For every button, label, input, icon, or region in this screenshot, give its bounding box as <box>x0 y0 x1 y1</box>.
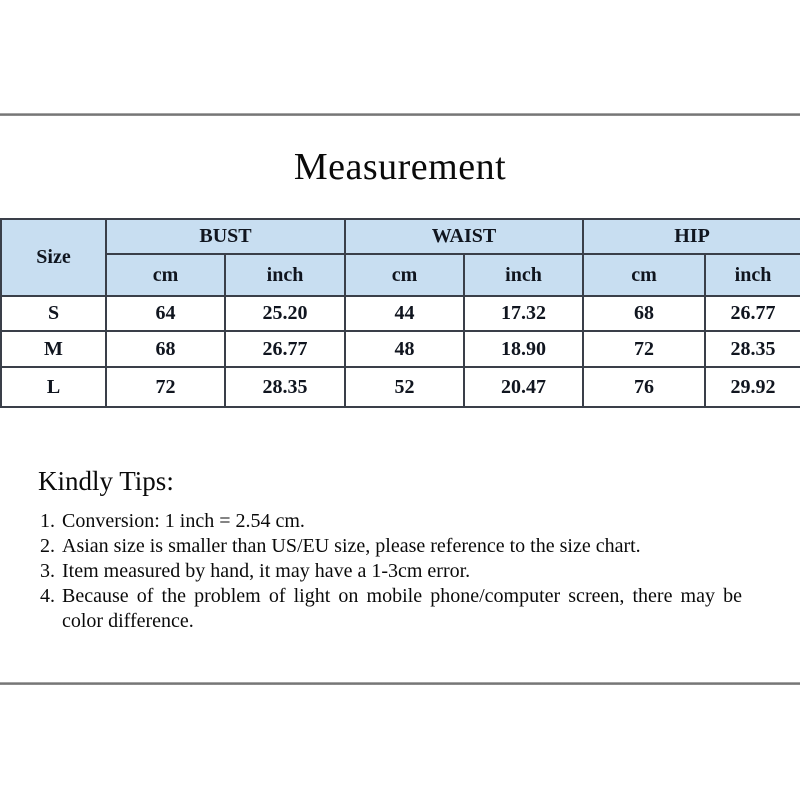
col-header-waist: WAIST <box>345 219 583 254</box>
cell-bust-cm-s: 64 <box>106 296 225 331</box>
tip-number-3: 3. <box>40 560 55 582</box>
tips-list <box>38 509 742 634</box>
table-row-s <box>1 296 800 331</box>
tip-text-4: Because of the problem of light on mobile phone/computer screen, there may be color difference. <box>62 585 742 632</box>
cell-hip-inch-l: 29.92 <box>705 367 800 407</box>
tip-item-1 <box>38 509 742 534</box>
cell-size-s: S <box>1 296 106 331</box>
unit-header-hip-inch: inch <box>705 254 800 296</box>
table-row-m <box>1 331 800 367</box>
tip-number-2: 2. <box>40 535 55 557</box>
unit-header-hip-cm: cm <box>583 254 705 296</box>
bottom-divider-line <box>0 682 800 685</box>
tip-text-2: Asian size is smaller than US/EU size, please reference to the size chart. <box>62 535 641 557</box>
col-header-size: Size <box>1 219 106 296</box>
table-row-l <box>1 367 800 407</box>
cell-waist-cm-m: 48 <box>345 331 464 367</box>
cell-hip-cm-m: 72 <box>583 331 705 367</box>
cell-waist-cm-l: 52 <box>345 367 464 407</box>
cell-size-l: L <box>1 367 106 407</box>
tips-heading: Kindly Tips: <box>38 466 174 496</box>
cell-hip-inch-m: 28.35 <box>705 331 800 367</box>
cell-waist-inch-s: 17.32 <box>464 296 583 331</box>
header-row-units <box>1 254 800 296</box>
header-row-groups <box>1 219 800 254</box>
cell-hip-cm-s: 68 <box>583 296 705 331</box>
cell-bust-inch-m: 26.77 <box>225 331 345 367</box>
cell-bust-cm-l: 72 <box>106 367 225 407</box>
page-title: Measurement <box>293 146 507 188</box>
cell-hip-cm-l: 76 <box>583 367 705 407</box>
cell-bust-inch-l: 28.35 <box>225 367 345 407</box>
tip-number-4: 4. <box>40 585 55 607</box>
tip-item-3 <box>38 559 742 584</box>
unit-header-bust-cm: cm <box>106 254 225 296</box>
tip-number-1: 1. <box>40 510 55 532</box>
cell-bust-inch-s: 25.20 <box>225 296 345 331</box>
cell-waist-inch-m: 18.90 <box>464 331 583 367</box>
unit-header-bust-inch: inch <box>225 254 345 296</box>
col-header-bust: BUST <box>106 219 345 254</box>
cell-hip-inch-s: 26.77 <box>705 296 800 331</box>
unit-header-waist-cm: cm <box>345 254 464 296</box>
cell-waist-inch-l: 20.47 <box>464 367 583 407</box>
cell-size-m: M <box>1 331 106 367</box>
top-divider-line <box>0 113 800 116</box>
measurement-table <box>0 218 800 408</box>
tip-text-1: Conversion: 1 inch = 2.54 cm. <box>62 510 305 532</box>
unit-header-waist-inch: inch <box>464 254 583 296</box>
tip-item-4 <box>38 584 742 634</box>
cell-waist-cm-s: 44 <box>345 296 464 331</box>
col-header-hip: HIP <box>583 219 800 254</box>
tip-text-3: Item measured by hand, it may have a 1-3cm error. <box>62 560 471 582</box>
cell-bust-cm-m: 68 <box>106 331 225 367</box>
tip-item-2 <box>38 534 742 559</box>
